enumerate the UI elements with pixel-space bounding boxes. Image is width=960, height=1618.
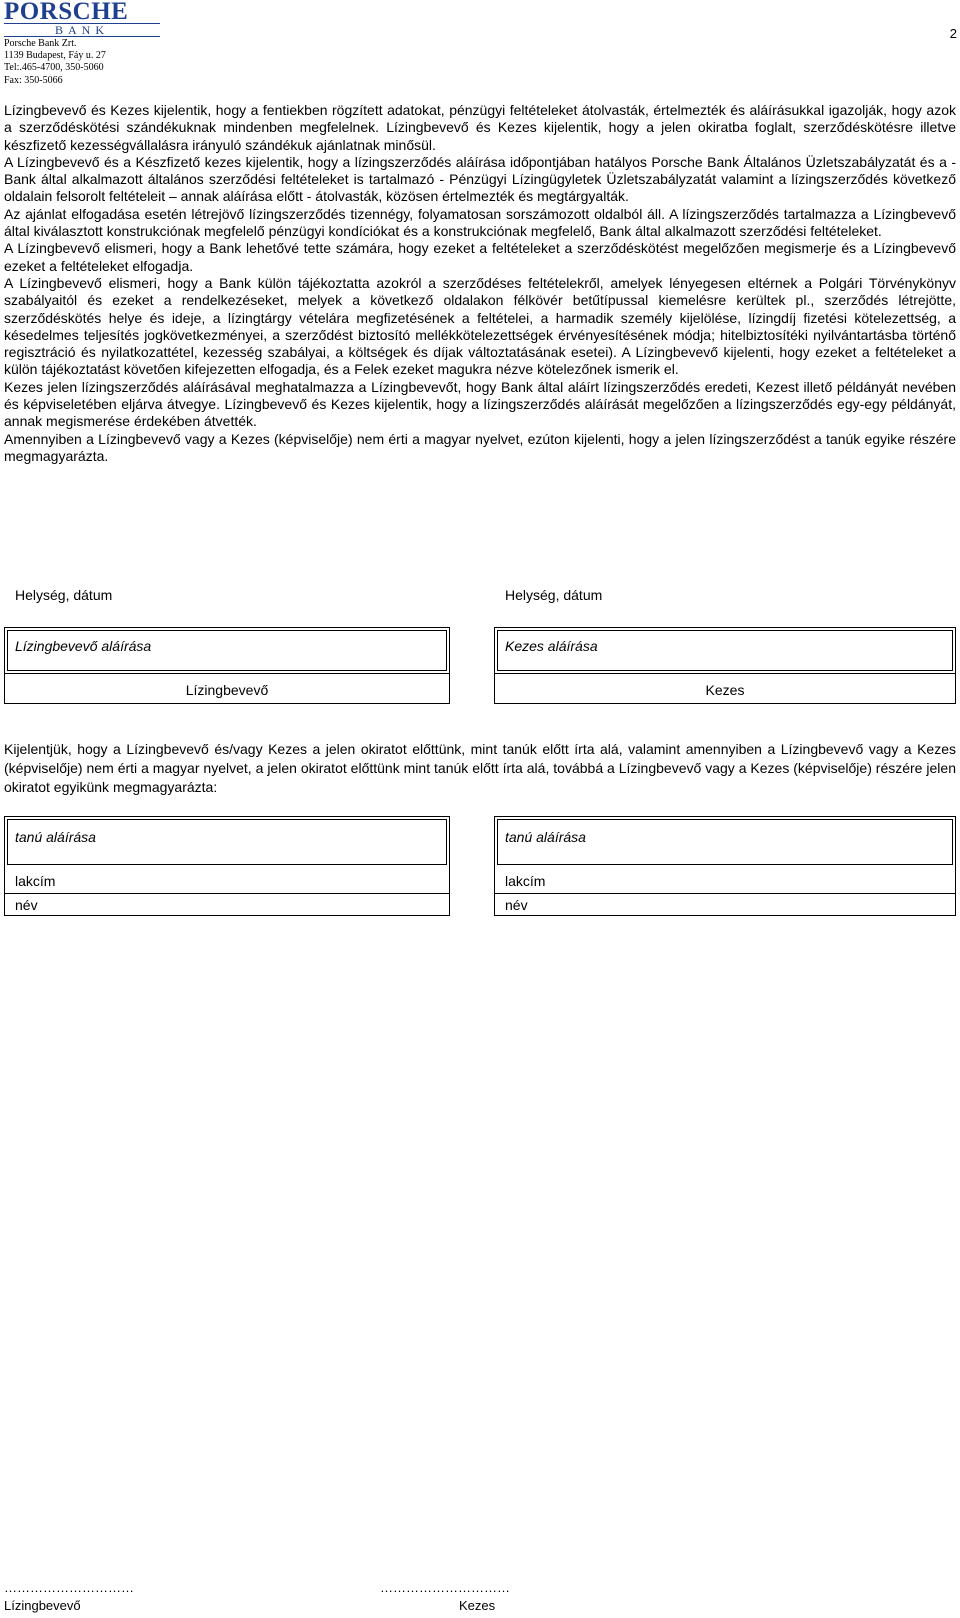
lessee-dotted-line: ………………………… bbox=[4, 1580, 134, 1595]
place-date-left: Helység, dátum bbox=[15, 587, 113, 603]
guarantor-dotted-line: ………………………… bbox=[380, 1580, 510, 1595]
lessee-caption-row bbox=[4, 674, 450, 704]
witness-address-label: lakcím bbox=[505, 873, 546, 889]
paragraph: Az ajánlat elfogadása esetén létrejövő lízingszerződés tizennégy, folyamatosan sorszámozott oldalból áll. A lízingszerződés tartalmazza a Lízingbevevő által kiválasztott konstrukciónak megfelelő pénzügyi kondíciókat és a konstrukciónak megfelelő, Bank által alkalmazott szerződési feltételeket. bbox=[4, 205, 956, 240]
witness-box-right[interactable] bbox=[494, 816, 956, 916]
guarantor-signature-box[interactable] bbox=[494, 627, 956, 674]
witness-name-label: név bbox=[505, 897, 528, 913]
place-date-right: Helység, dátum bbox=[505, 587, 603, 603]
guarantor-signature-label: Kezes aláírása bbox=[505, 638, 598, 654]
company-name: Porsche Bank Zrt. bbox=[4, 38, 77, 49]
witness-statement: Kijelentjük, hogy a Lízingbevevő és/vagy Kezes a jelen okiratot előttünk, mint tanúk előtt írta alá, valamint amennyiben a Lízingbevevő vagy a Kezes (képviselője) nem érti a magyar nyelvet, a jelen okiratot előttünk mint tanúk előtt írta alá, továbbá a Lízingbevevő vagy a Kezes (képviselője) részére jelen okiratot egyikünk megmagyarázta: bbox=[4, 741, 956, 795]
lessee-signature-label: Lízingbevevő aláírása bbox=[15, 638, 152, 654]
logo-porsche-text: PORSCHE bbox=[4, 0, 129, 25]
company-fax: Fax: 350-5066 bbox=[4, 74, 63, 86]
declaration-text bbox=[4, 102, 956, 465]
lessee-caption: Lízingbevevő bbox=[185, 682, 269, 698]
company-address-block bbox=[4, 38, 106, 87]
lessee-signature-box[interactable] bbox=[4, 627, 450, 674]
paragraph: A Lízingbevevő és a Készfizető kezes kijelentik, hogy a lízingszerződés aláírása időpontjában hatályos Porsche Bank Általános Üzletszabályzatát és a - Bank által alkalmazott általános szerződési feltételeket is tartalmazó - Pénzügyi Lízingügyletek Üzletszabályzatát valamint a lízingszerződés következő oldalain felsorolt feltételeit – annak aláírása előtt - átolvasták, közösen értelmezték és megtárgyalták. bbox=[4, 153, 956, 205]
paragraph: A Lízingbevevő elismeri, hogy a Bank lehetővé tette számára, hogy ezeket a feltételeket a szerződéskötést megelőzően megismerje és a Lízingbevevő ezeket a feltételeket elfogadja. bbox=[4, 240, 956, 274]
witness-signature-label: tanú aláírása bbox=[505, 829, 586, 845]
paragraph: Lízingbevevő és Kezes kijelentik, hogy a fentiekben rögzített adatokat, pénzügyi feltételeket átolvasták, értelmezték és aláírásukkal igazolják, hogy azok a szerződéskötési szándékuknak mindenben megfelelnek. Lízingbevevő és Kezes kijelentik, hogy a jelen okiratba foglalt, szerződéskötésre illetve készfizető kezességvállalásra irányuló szándékuk ajánlatnak minősül. bbox=[4, 102, 956, 153]
witness-signature-label: tanú aláírása bbox=[15, 829, 96, 845]
paragraph: Kezes jelen lízingszerződés aláírásával meghatalmazza a Lízingbevevőt, hogy Bank által aláírt lízingszerződés eredeti, Kezest illető példányát nevében és képviseletében eljárva átvegye. Lízingbevevő és Kezes kijelentik, hogy a lízingszerződés aláírását megelőzően a lízingszerződés egy-egy példányát, annak megismerése érdekében átvették. bbox=[4, 378, 956, 430]
witness-address-label: lakcím bbox=[15, 873, 56, 889]
footer-guarantor-label: Kezes bbox=[459, 1598, 496, 1613]
witness-name-label: név bbox=[15, 897, 38, 913]
footer-lessee-label: Lízingbevevő bbox=[4, 1598, 81, 1613]
witness-box-left[interactable] bbox=[4, 816, 450, 916]
guarantor-caption: Kezes bbox=[705, 682, 745, 698]
guarantor-caption-row bbox=[494, 674, 956, 704]
paragraph: Amennyiben a Lízingbevevő vagy a Kezes (képviselője) nem érti a magyar nyelvet, ezúton kijelenti, hogy a jelen lízingszerződést a tanúk egyike részére megmagyarázta. bbox=[4, 430, 956, 464]
witness-row-divider bbox=[5, 893, 449, 894]
company-address: 1139 Budapest, Fáy u. 27 bbox=[4, 50, 106, 62]
page-number: 2 bbox=[949, 26, 957, 41]
witness-row-divider bbox=[495, 893, 955, 894]
porsche-bank-logo bbox=[4, 0, 164, 37]
company-tel: Tel:.465-4700, 350-5060 bbox=[4, 62, 104, 74]
paragraph: A Lízingbevevő elismeri, hogy a Bank külön tájékoztatta azokról a szerződéses feltételekről, amelyek lényegesen eltérnek a Polgári Törvénykönyv szabályaitól és ezeket a rendelkezéseket, melyek a következő oldalakon félkövér betűtípussal kiemelésre kerültek pl., szerződés létrejötte, szerződéskötés helye és ideje, a lízingtárgy vételára megfizetésének a feltételei, a harmadik személy kijelölése, lízingdíj fizetési kötelezettség, a késedelmes teljesítés jogkövetkezményei, a szerződést biztosító mellékkötelezettségek érvényesítésének módja; hitelbiztosítéki nyilvántartásba történő regisztráció és nyilatkozattétel, kezesség szabályai, a költségek és díjak változtatásának esetei). A Lízingbevevő kijelenti, hogy ezeket a feltételeket a külön tájékoztatást követően kifejezetten elfogadja, és a Felek ezeket magukra nézve kötelezőnek ismerik el. bbox=[4, 274, 956, 378]
logo-bank-text: BANK bbox=[4, 23, 160, 37]
